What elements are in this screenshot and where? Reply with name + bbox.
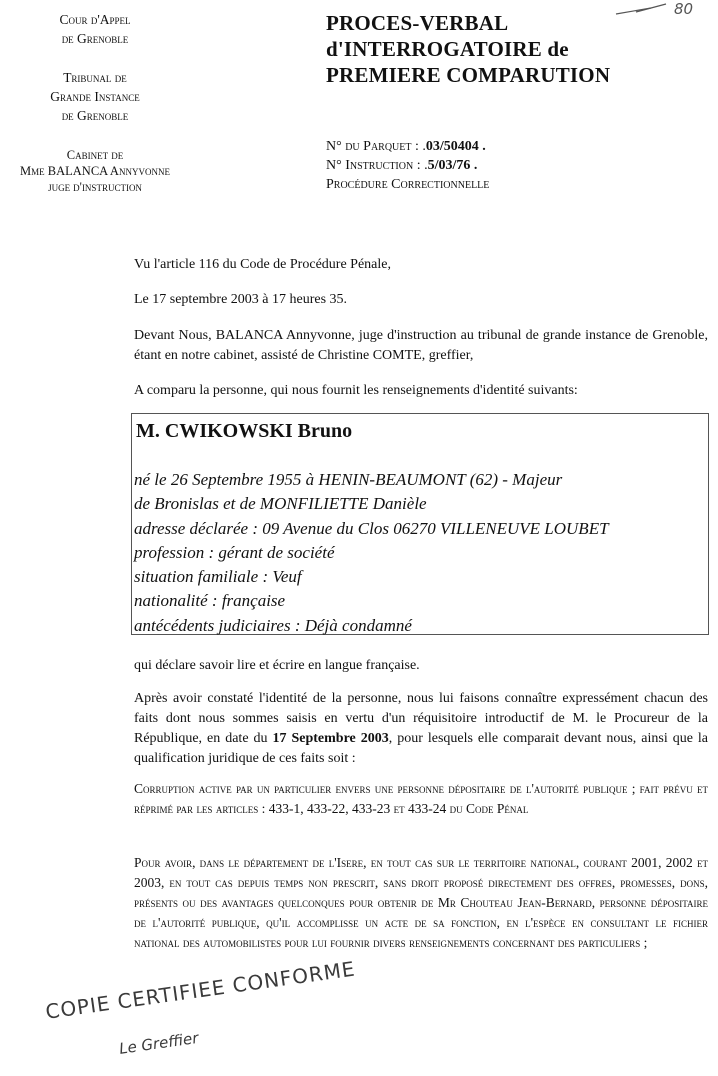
tribunal-line-1: Tribunal de [63,70,127,85]
parquet-label: N° du Parquet : . [326,139,426,154]
profession-line: profession : gérant de société [134,542,335,562]
instruction-label: N° Instruction : . [326,158,428,173]
parquet-line [326,137,489,156]
nationality-line: nationalité : française [134,591,286,611]
person-name: M. CWIKOWSKI Bruno [136,420,353,442]
parents-line: de Bronislas et de MONFILIETTE Danièle [134,494,427,514]
certified-copy-stamp: COPIE CERTIFIEE CONFORME [44,956,357,1024]
cabinet-header [0,147,190,195]
magistrate-paragraph: Devant Nous, BALANCA Annyvonne, juge d'instruction au tribunal de grande instance de Grenoble, étant en notre cabinet, assisté de Christine COMTE, greffier, [134,328,708,363]
document-title [326,10,610,88]
court-header [0,10,190,48]
notification-text-a: Après avoir constaté l'identité de la personne, nous lui faisons connaître expressément chacun des faits dont nous sommes saisis en vertu d'un réquisitoire introductif de M. le Procureur de la République, en date du [134,691,708,746]
title-line-3: PREMIERE COMPARUTION [326,63,611,87]
facts-description: Pour avoir, dans le département de l'Isere, en tout cas sur le territoire national, courant 2001, 2002 et 2003, en tout cas depuis temps non prescrit, sans droit proposé directement des offres, promesses, dons, présents ou des avantages quelconques pour obtenir de Mr Chouteau Jean-Bernard, personne dépositaire de l'autorité publique, qu'il accomplisse un acte de sa fonction, en l'espèce en consultant le fichier national des automobilistes pour lui fournir divers renseignements concernant des particuliers ; [134,855,708,950]
record-line: antécédents judiciaires : Déjà condamné [134,615,412,635]
court-line-2: de Grenoble [61,31,129,46]
address-line: adresse déclarée : 09 Avenue du Clos 06270 VILLENEUVE LOUBET [134,518,609,538]
cabinet-line-1: Cabinet de [66,148,124,162]
instruction-line [326,156,489,175]
date-time: Le 17 septembre 2003 à 17 heures 35. [134,292,348,307]
cabinet-line-2: Mme BALANCA Annyvonne [20,164,170,178]
procedure-type: Procédure Correctionnelle [326,177,490,192]
parquet-value: 03/50404 . [425,139,486,154]
appearance-paragraph: A comparu la personne, qui nous fournit les renseignements d'identité suivants: [134,383,578,398]
court-line-1: Cour d'Appel [59,12,131,27]
references-block [326,137,489,194]
title-line-1: PROCES-VERBAL [326,11,509,35]
instruction-value: 5/03/76 . [427,158,478,173]
charge-qualification: Corruption active par un particulier envers une personne dépositaire de l'autorité publique ; fait prévu et réprimé par les articles : 433-1, 433-22, 433-23 et 433-24 du Code Pénal [134,781,708,816]
literacy-statement: qui déclare savoir lire et écrire en langue française. [134,658,420,673]
identity-details [134,468,609,638]
tribunal-line-3: de Grenoble [61,108,129,123]
facts-notification-paragraph [134,689,708,769]
article-reference: Vu l'article 116 du Code de Procédure Pénale, [134,257,391,272]
corner-note: 80 [674,0,694,18]
cabinet-line-3: juge d'instruction [48,180,142,194]
notification-text-b: , pour lesquels elle comparait devant nous, ainsi que la qualification juridique de ces faits soit : [134,731,708,766]
requisition-date: 17 Septembre 2003 [272,731,389,746]
corner-handwritten-mark [606,0,706,24]
family-line: situation familiale : Veuf [134,567,302,587]
greffier-stamp: Le Greffier [118,1028,200,1058]
tribunal-header [0,68,190,125]
birth-line: né le 26 Septembre 1955 à HENIN-BEAUMONT (62) - Majeur [134,470,563,489]
tribunal-line-2: Grande Instance [50,89,140,104]
title-line-2: d'INTERROGATOIRE de [326,37,569,61]
